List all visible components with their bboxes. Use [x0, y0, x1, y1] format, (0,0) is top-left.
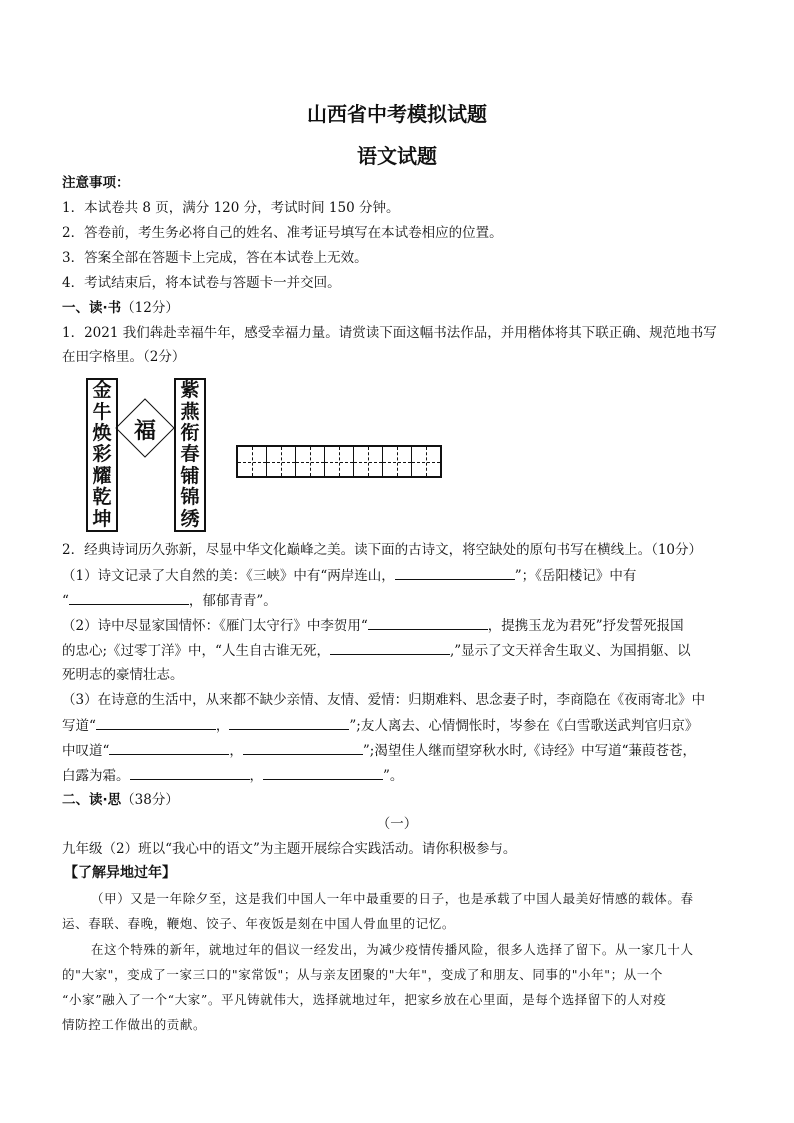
- passage-line: 运、春联、春晚，鞭炮、饺子、年夜饭是刻在中国人骨血里的记忆。: [62, 916, 456, 931]
- text: 写道“: [62, 718, 96, 734]
- section2-intro: 九年级（2）班以“我心中的语文”为主题开展综合实践活动。请你积极参与。: [62, 841, 517, 857]
- text: “: [62, 593, 69, 609]
- answer-blank[interactable]: [130, 766, 250, 780]
- notice-heading: 注意事项：: [62, 175, 130, 191]
- q2-intro: 2．经典诗词历久弥新，尽显中华文化巅峰之美。读下面的古诗文，将空缺处的原句书写在横线上。（10分）: [62, 542, 703, 558]
- notice-item: 1．本试卷共 8 页，满分 120 分，考试时间 150 分钟。: [62, 200, 400, 216]
- grid-cell[interactable]: [412, 447, 440, 476]
- section1-heading: [62, 299, 179, 317]
- q2-line: 死明志的豪情壮志。: [62, 667, 184, 683]
- text: ，: [249, 768, 263, 784]
- text: （2）诗中尽显家国情怀：《雁门太守行》中李贺用“: [62, 618, 368, 634]
- answer-blank[interactable]: [229, 716, 349, 730]
- answer-blank[interactable]: [263, 766, 383, 780]
- notice-item: 3．答案全部在答题卡上完成，答在本试卷上无效。: [62, 250, 368, 266]
- passage-line: 在这个特殊的新年，就地过年的倡议一经发出，为减少疫情传播风险，很多人选择了留下。从一家几十人: [91, 942, 694, 957]
- grid-cell[interactable]: [296, 447, 325, 476]
- couplet-char: 焕: [92, 422, 112, 445]
- passage-line: （甲）又是一年除夕至，这是我们中国人一年中最重要的日子，也是承载了中国人最美好情感的载体。春: [91, 891, 694, 906]
- notice-item: 2．答卷前，考生务必将自己的姓名、准考证号填写在本试卷相应的位置。: [62, 225, 503, 241]
- text: ”;渴望佳人继而望穿秋水时,《诗经》中写道“蒹葭苍苍，: [362, 743, 697, 759]
- passage-line: 的"大家"，变成了一家三口的"家常饭"；从与亲友团聚的"大年"，变成了和朋友、同事的"小年"；从一个: [62, 967, 663, 982]
- answer-blank[interactable]: [330, 641, 450, 655]
- q2-line: [62, 566, 636, 585]
- grid-cell[interactable]: [325, 447, 354, 476]
- tianzige-grid[interactable]: [236, 445, 442, 478]
- answer-blank[interactable]: [395, 566, 515, 580]
- grid-cell[interactable]: [354, 447, 383, 476]
- q2-line: [62, 741, 696, 760]
- page-title: 山西省中考模拟试题: [307, 102, 487, 126]
- text: ，: [215, 718, 230, 734]
- passage-line: 情防控工作做出的贡献。: [62, 1017, 207, 1032]
- section-title: 二、读·思: [62, 792, 122, 808]
- part-label: （一）: [376, 816, 418, 832]
- text: 白露为霜。: [62, 768, 130, 784]
- couplet-char: 耀: [92, 464, 112, 487]
- grid-cell[interactable]: [238, 447, 267, 476]
- couplet-center: 福: [133, 418, 156, 444]
- q1-text: 1．2021 我们犇赴幸福牛年，感受幸福力量。请赏读下面这幅书法作品，并用楷体将其下联正确、规范地书写: [62, 325, 717, 341]
- page-subtitle: 语文试题: [357, 144, 437, 168]
- answer-blank[interactable]: [69, 591, 189, 605]
- q2-line: [62, 716, 698, 735]
- text: ”;友人离去、心情惆怅时，岑参在《白雪歌送武判官归京》: [349, 718, 699, 734]
- text: ”；《岳阳楼记》中有: [514, 568, 637, 584]
- text: 中叹道“: [62, 743, 110, 759]
- grid-cell[interactable]: [267, 447, 296, 476]
- couplet-char: 锦: [180, 486, 200, 509]
- q1-text: 在田字格里。（2分）: [62, 349, 186, 365]
- couplet-right: [174, 378, 206, 532]
- answer-blank[interactable]: [96, 716, 216, 730]
- text: ，: [229, 743, 243, 759]
- couplet-left: [86, 378, 118, 532]
- notice-item: 4．考试结束后，将本试卷与答题卡一并交回。: [62, 275, 341, 291]
- section-title: 一、读·书: [62, 300, 122, 316]
- text: ，郁郁青青”。: [188, 593, 277, 609]
- couplet-char: 燕: [180, 400, 200, 423]
- subheading: 【了解异地过年】: [64, 865, 176, 881]
- text: ,”显示了文天祥舍生取义、为国捐躯、以: [449, 643, 691, 659]
- couplet-char: 衔: [180, 422, 200, 445]
- couplet-char: 铺: [180, 464, 200, 487]
- couplet-char: 彩: [92, 443, 112, 466]
- couplet-char: 紫: [180, 379, 200, 402]
- section-score: （38分）: [121, 792, 179, 808]
- text: ”。: [383, 768, 404, 784]
- section-score: （12分）: [121, 300, 179, 316]
- answer-blank[interactable]: [368, 616, 488, 630]
- passage-line: “小家”融入了一个“大家”。平凡铸就伟大，选择就地过年，把家乡放在心里面，是每个选择留下的人对疫: [62, 992, 667, 1007]
- q2-line: [62, 766, 403, 785]
- q2-line: [62, 616, 684, 635]
- couplet-char: 坤: [92, 507, 112, 530]
- text: （1）诗文记录了大自然的美：《三峡》中有“两岸连山，: [62, 568, 395, 584]
- couplet-char: 春: [180, 443, 200, 466]
- answer-blank[interactable]: [243, 741, 363, 755]
- text: ，提携玉龙为君死”抒发誓死报国: [487, 618, 684, 634]
- couplet-char: 乾: [92, 486, 112, 509]
- q2-line: [62, 641, 691, 660]
- q2-line: [62, 591, 277, 610]
- couplet-char: 牛: [92, 400, 112, 423]
- text: 的忠心;《过零丁洋》中，“人生自古谁无死，: [62, 643, 330, 659]
- grid-cell[interactable]: [383, 447, 412, 476]
- q2-line: （3）在诗意的生活中，从来都不缺少亲情、友情、爱情：归期难料、思念妻子时，李商隐在《夜雨寄北》中: [62, 692, 706, 708]
- couplet-char: 绣: [180, 507, 200, 530]
- couplet-char: 金: [92, 379, 112, 402]
- section2-heading: [62, 791, 179, 809]
- answer-blank[interactable]: [109, 741, 229, 755]
